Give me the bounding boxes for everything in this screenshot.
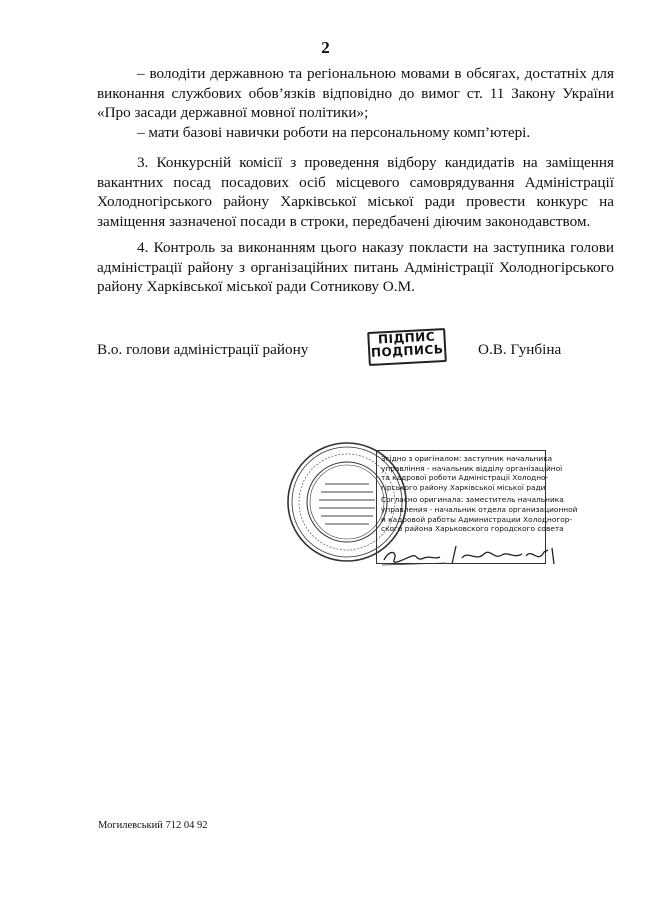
cert-line: управління - начальник відділу організаційної <box>381 463 563 473</box>
signatory-name: О.В. Гунбіна <box>478 341 562 358</box>
cert-line: та кадрової роботи Адміністрації Холодно- <box>381 473 549 483</box>
paragraph-4 <box>97 238 614 297</box>
cert-line: Согласно оригинала: заместитель начальника <box>381 495 564 505</box>
cert-line: гірського району Харківської міської ради <box>381 482 546 492</box>
requirement-item: – володіти державною та регіональною мовами в обсягах, достатніх для виконання службових обов’язків відповідно до вимог ст. 11 Закону України «Про засади державної мовної політики»; <box>97 65 614 121</box>
requirements-block <box>97 64 614 142</box>
cert-line: ского района Харьковского городского совета <box>381 524 564 534</box>
cert-line: управления - начальник отдела организационной <box>381 504 578 514</box>
paragraph-3-text: 3. Конкурсній комісії з проведення відбору кандидатів на заміщення вакантних посад посадових осіб місцевого самоврядування Адміністрації Холодногірського району Харківської міської ради провести конкурс на заміщення зазначеної посади в строки, передбачені діючим законодавством. <box>97 154 614 230</box>
stamp-line-1: ПІДПИС <box>377 329 436 347</box>
cert-line: и кадровой работы Администрации Холодногор- <box>381 514 573 524</box>
paragraph-3 <box>97 153 614 231</box>
requirement-item: – мати базові навички роботи на персональному комп’ютері. <box>137 123 531 141</box>
cert-line: Згідно з оригіналом: заступник начальника <box>381 454 553 463</box>
signature-stamp <box>367 328 447 366</box>
stamp-line-2: ПОДПИСЬ <box>370 342 444 360</box>
page-number: 2 <box>321 38 330 57</box>
document-footer: Могилевський 712 04 92 <box>98 820 208 831</box>
paragraph-4-text: 4. Контроль за виконанням цього наказу покласти на заступника голови адміністрації району з організаційних питань Адміністрації Холодногірського району Харківської міської ради Сотникову О.М. <box>97 239 614 295</box>
signatory-position: В.о. голови адміністрації району <box>97 341 309 358</box>
handwritten-signature-icon <box>376 538 566 574</box>
